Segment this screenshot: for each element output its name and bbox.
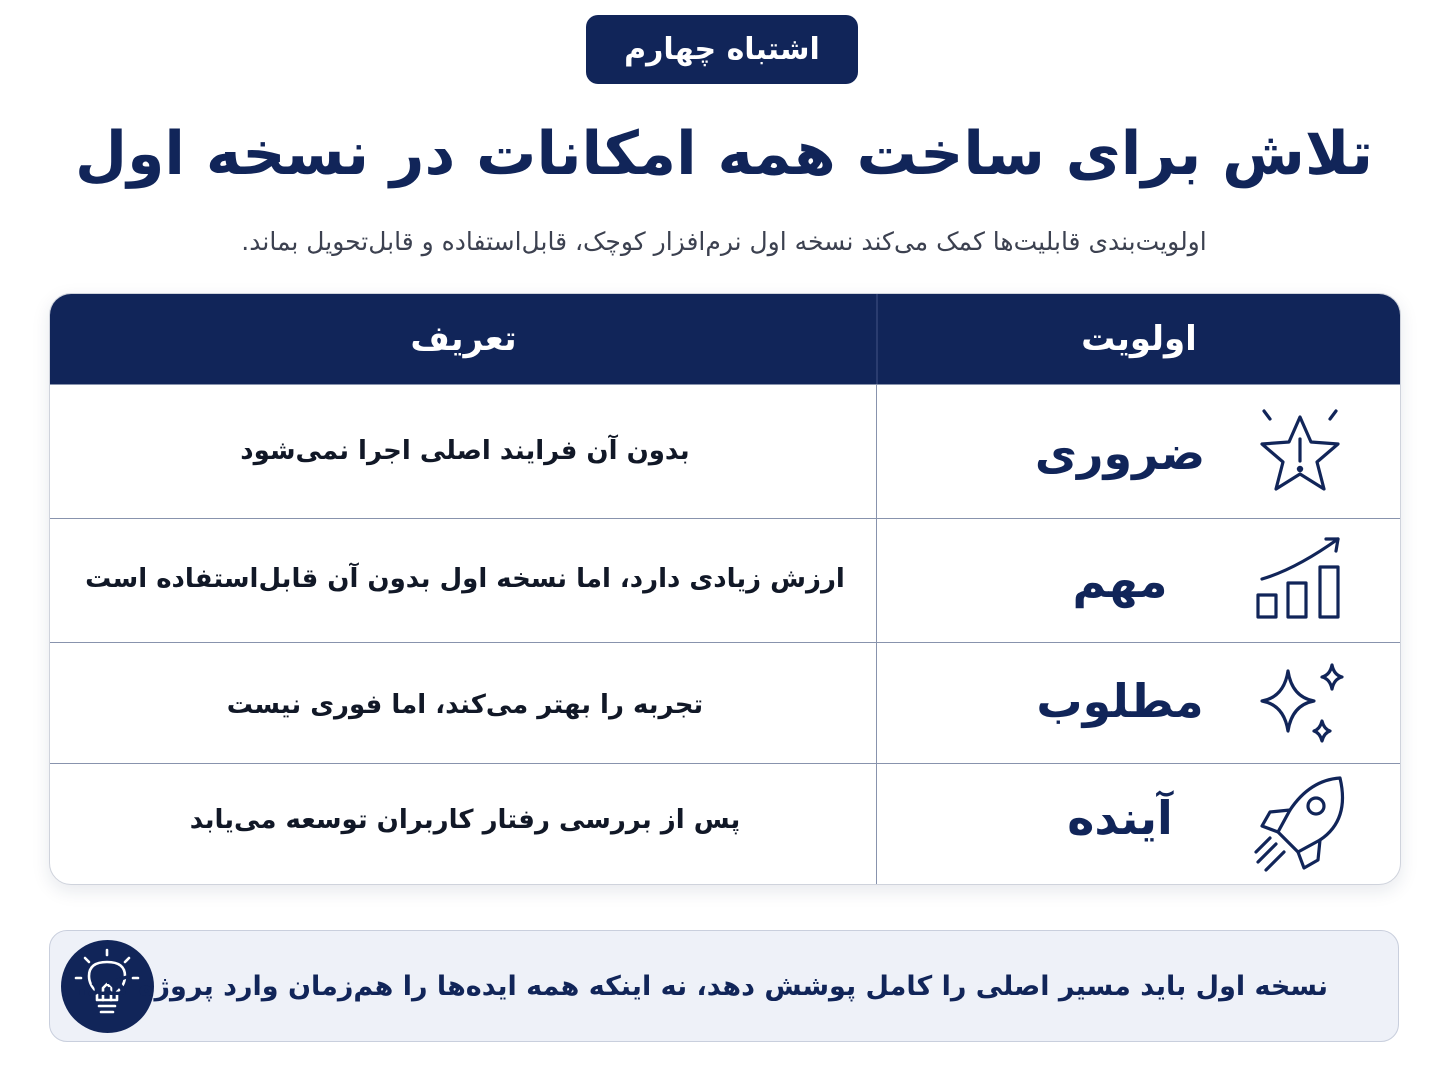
header-definition: تعریف bbox=[410, 319, 517, 359]
priority-name: آینده bbox=[1067, 791, 1173, 845]
section-badge: اشتباه چهارم bbox=[586, 15, 858, 84]
header-priority: اولویت bbox=[1081, 319, 1197, 359]
row-divider bbox=[876, 385, 877, 519]
note-box bbox=[49, 930, 1399, 1042]
table-row bbox=[50, 518, 1400, 643]
priority-definition: ارزش زیادی دارد، اما نسخه اول بدون آن قابل‌استفاده است bbox=[85, 564, 845, 594]
table-row bbox=[50, 763, 1400, 885]
priority-definition: بدون آن فرایند اصلی اجرا نمی‌شود bbox=[240, 436, 690, 466]
priority-name: مطلوب bbox=[1036, 674, 1204, 728]
priority-definition: پس از بررسی رفتار کاربران توسعه می‌یابد bbox=[189, 805, 741, 835]
row-divider bbox=[876, 519, 877, 643]
row-divider bbox=[876, 764, 877, 885]
priority-definition: تجربه را بهتر می‌کند، اما فوری نیست bbox=[226, 690, 704, 720]
row-divider bbox=[876, 643, 877, 764]
page-subtitle: اولویت‌بندی قابلیت‌ها کمک می‌کند نسخه اول نرم‌افزار کوچک، قابل‌استفاده و قابل‌تحویل بماند. bbox=[241, 227, 1207, 256]
page-title: تلاش برای ساخت همه امکانات در نسخه اول bbox=[75, 119, 1373, 189]
priority-name: ضروری bbox=[1034, 426, 1206, 480]
table-row bbox=[50, 642, 1400, 764]
priority-table bbox=[49, 293, 1401, 885]
note-text: نسخه اول باید مسیر اصلی را کامل پوشش دهد، نه اینکه همه ایده‌ها را هم‌زمان وارد پروژه کند. bbox=[76, 971, 1328, 1002]
table-header bbox=[50, 294, 1400, 384]
table-row bbox=[50, 384, 1400, 519]
priority-name: مهم bbox=[1072, 554, 1168, 608]
